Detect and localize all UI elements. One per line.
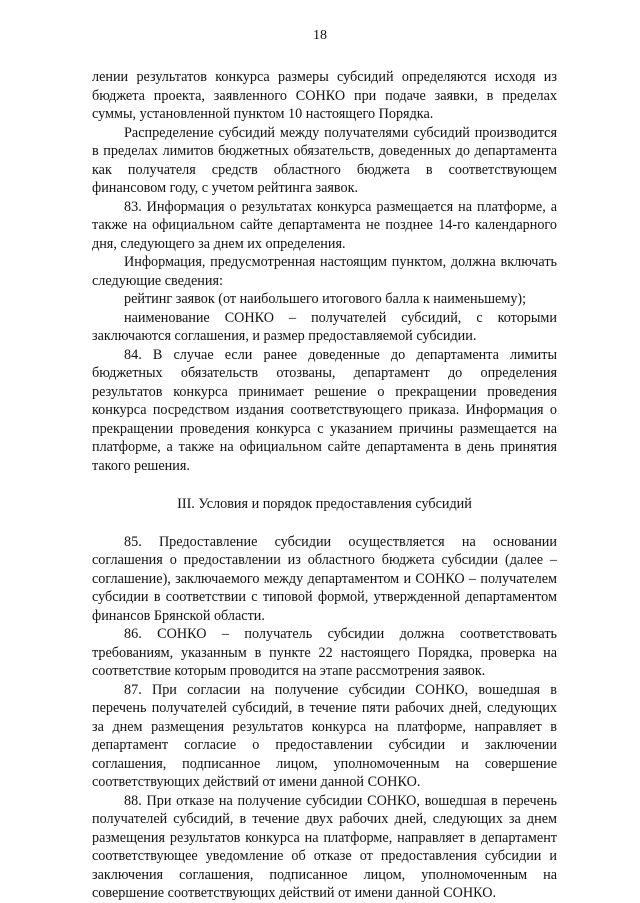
paragraph-87: 87. При согласии на получение субсидии СОНКО, вошедшая в перечень получателей субсидий, в течение пяти рабочих дней, следующих за днем размещения результатов конкурса на платформе, направляет в департамент согласие о предоставлении субсидии и заключении соглашения, подписанное лицом, уполномоченным на совершение соответствующих действий от имени данной СОНКО. (92, 681, 557, 790)
paragraph-85: 85. Предоставление субсидии осуществляется на основании соглашения о предоставлении из областного бюджета субсидии (далее – соглашение), заключаемого между департаментом и СОНКО – получателем субсидии в соответствии с типовой формой, утвержденной департаментом финансов Брянской области. (92, 533, 557, 624)
paragraph-continuation: лении результатов конкурса размеры субсидий определяются исходя из бюджета проекта, заявленного СОНКО при подаче заявки, в пределах суммы, установленной пунктом 10 настоящего Порядка. (92, 69, 557, 122)
paragraph-rating-item: рейтинг заявок (от наибольшего итогового балла к наименьшему); (124, 291, 527, 307)
page-number: 18 (313, 28, 327, 43)
document-body (92, 68, 557, 903)
paragraph-subsidy-distribution: Распределение субсидий между получателями субсидий производится в пределах лимитов бюджетных обязательств, доведенных до департамента как получателя средств областного бюджета в соответствующем финансовом году, с учетом рейтинга заявок. (92, 124, 557, 196)
paragraph-info-requirements: Информация, предусмотренная настоящим пунктом, должна включать следующие сведения: (92, 254, 557, 289)
paragraph-84: 84. В случае если ранее доведенные до департамента лимиты бюджетных обязательств отозваны, департамент до определения результатов конкурса принимает решение о прекращении проведения конкурса посредством издания соответствующего приказа. Информация о прекращении проведения конкурса с указанием причины размещается на платформе, а также на официальном сайте департамента в день принятия такого решения. (92, 346, 557, 474)
paragraph-83: 83. Информация о результатах конкурса размещается на платформе, а также на официальном сайте департамента не позднее 14-го календарного дня, следующего за днем их определения. (92, 198, 557, 252)
paragraph-names-item: наименование СОНКО – получателей субсидий, с которыми заключаются соглашения, и размер предоставляемой субсидии. (92, 309, 557, 344)
paragraph-88: 88. При отказе на получение субсидии СОНКО, вошедшая в перечень получателей субсидий, в течение двух рабочих дней, следующих за днем размещения результатов конкурса на платформе, направляет в департамент соответствующее уведомление об отказе от предоставления субсидии и заключения соглашения, подписанное лицом, уполномоченным на совершение соответствующих действий от имени данной СОНКО. (92, 792, 557, 901)
paragraph-86: 86. СОНКО – получатель субсидии должна соответствовать требованиям, указанным в пункте 22 настоящего Порядка, проверка на соответствие которым проводится на этапе рассмотрения заявок. (92, 626, 557, 679)
section-heading: III. Условия и порядок предоставления субсидий (177, 496, 472, 512)
